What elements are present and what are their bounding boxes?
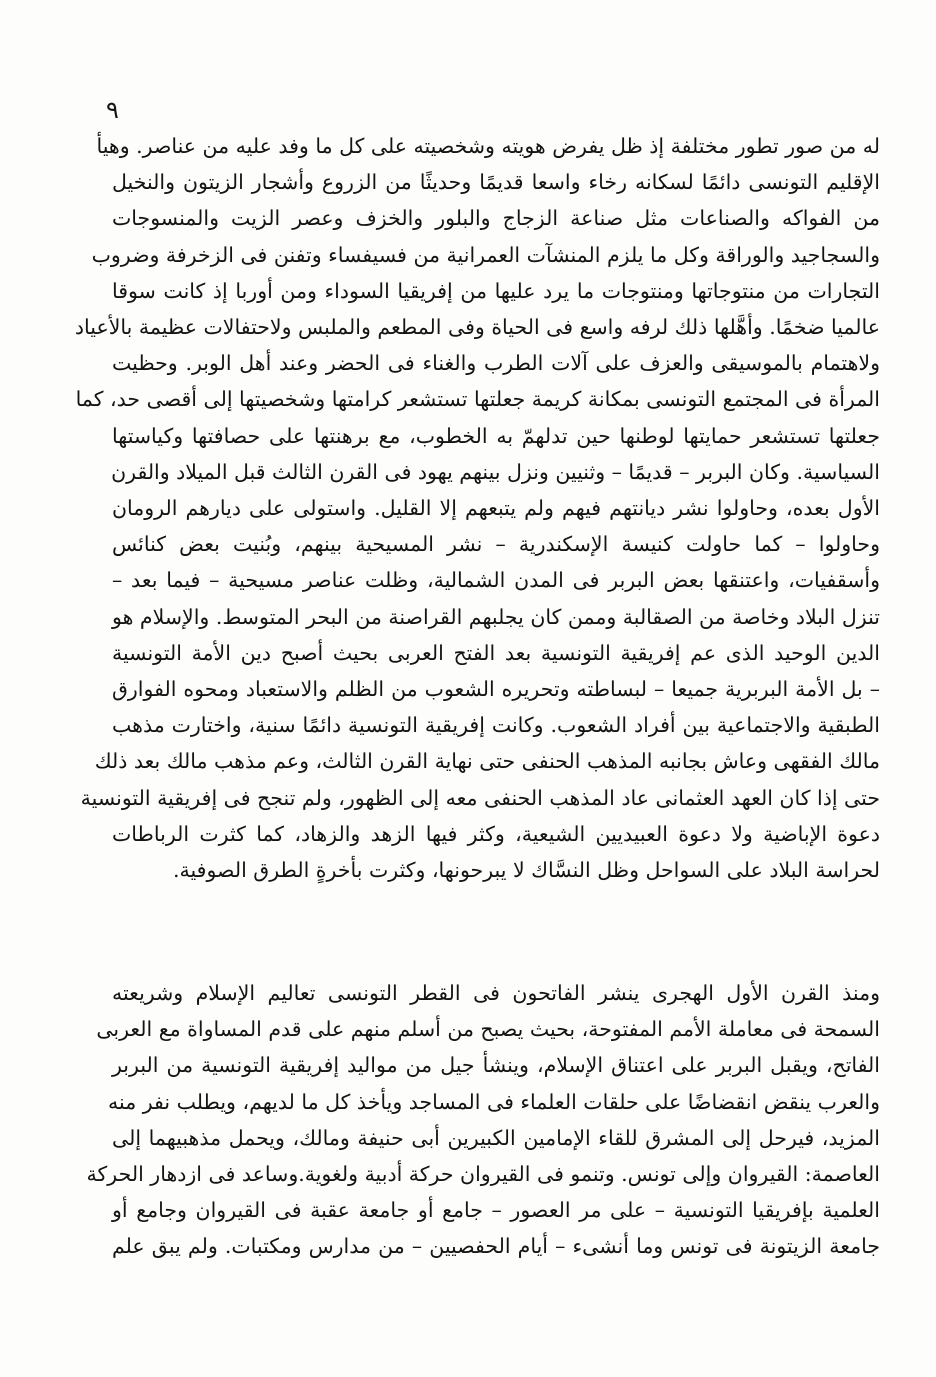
text-line: التجارات من منتوجاتها ومنتوجات ما يرد عليها من إفريقيا السوداء ومن أوربا إذ كانت سوقا [112,278,880,303]
text-line: الإقليم التونسى دائمًا لسكانه رخاء واسعا قديمًا وحديثًا من الزروع وأشجار الزيتون والنخيل [112,170,880,195]
text-line: الفاتح، ويقبل البربر على اعتناق الإسلام، وينشأ جيل من مواليد إفريقية التونسية من البربر [112,1053,880,1078]
text-line: السمحة فى معاملة الأمم المفتوحة، بحيث يصبح من أسلم منهم على قدم المساواة مع العربى [96,1017,880,1042]
page-number: ٩ [106,96,119,124]
text-line: والعرب ينقض انقضاضًا على حلقات العلماء فى المساجد ويأخذ كل ما لديهم، ويطلب نفر منه [108,1089,880,1114]
text-line: – بل الأمة البربرية جميعا – لبساطته وتحريره الشعوب من الظلم والاستعباد ومحوه الفوارق [112,677,880,702]
text-line: العلمية بإفريقيا التونسية – على مر العصور – جامع أو جامعة عقبة فى القيروان وجامع أو [112,1198,880,1223]
text-line: دعوة الإباضية ولا دعوة العبيديين الشيعية، وكثر فيها الزهد والزهاد، كما كثرت الرباطات [112,821,880,846]
text-line: حتى إذا كان العهد العثمانى عاد المذهب الحنفى معه إلى الظهور، ولم تنجح فى إفريقية التونسية [80,785,880,810]
text-line: جامعة الزيتونة فى تونس وما أنشىء – أيام الحفصيين – من مدارس ومكتبات. ولم يبق علم [112,1234,880,1259]
text-line: جعلتها تستشعر حمايتها لوطنها حين تدلهمّ به الخطوب، مع برهنتها على حصافتها وكياستها [112,423,880,448]
text-line: عالميا ضخمًا. وأهَّلها ذلك لرفه واسع فى الحياة وفى المطعم والملبس ولاحتفالات عظيمة بالأعياد [74,315,880,340]
text-line: وحاولوا – كما حاولت كنيسة الإسكندرية – نشر المسيحية بينهم، وبُنيت بعض كنائس [112,532,880,557]
text-line: المزيد، فيرحل إلى المشرق للقاء الإمامين الكبيرين أبى حنيفة ومالك، ويحمل مذهبيهما إلى [112,1125,880,1150]
text-line: المرأة فى المجتمع التونسى بمكانة كريمة جعلتها تستشعر كرامتها وشخصيتها إلى أقصى حد، كما [75,387,880,412]
text-line: من الفواكه والصناعات مثل صناعة الزجاج والبلور والخزف وعصر الزيت والمنسوجات [112,206,880,231]
text-line: ولاهتمام بالموسيقى والعزف على آلات الطرب والغناء فى الحضر وعند أهل الوبر. وحظيت [112,351,880,376]
text-line: مالك الفقهى وعاش بجانبه المذهب الحنفى حتى نهاية القرن الثالث، وعم مذهب مالك بعد ذلك [94,749,880,774]
text-line: الطبقية والاجتماعية بين أفراد الشعوب. وكانت إفريقية التونسية دائمًا سنية، واختارت مذهب [112,713,880,738]
text-line: والسجاجيد والوراقة وكل ما يلزم المنشآت العمرانية من فسيفساء وتفنن فى الزخرفة وضروب [91,242,880,267]
paragraph-1 [74,128,880,888]
text-line: له من صور تطور مختلفة إذ ظل يفرض هويته وشخصيته على كل ما وفد عليه من عناصر. وهيأ [96,134,880,158]
text-line: لحراسة البلاد على السواحل وظل النسَّاك لا يبرحونها، وكثرت بأخرةٍ الطرق الصوفية. [172,858,880,883]
paragraph-2 [86,975,880,1265]
text-line: وأسقفيات، واعتنقها بعض البربر فى المدن الشمالية، وظلت عناصر مسيحية – فيما بعد – [112,568,880,593]
text-line: الدين الوحيد الذى عم إفريقية التونسية بعد الفتح العربى بحيث أصبح دين الأمة التونسية [112,640,880,665]
text-line: العاصمة: القيروان وإلى تونس. وتنمو فى القيروان حركة أدبية ولغوية.وساعد فى ازدهار الحركة [86,1162,880,1187]
text-line: تنزل البلاد وخاصة من الصقالبة وممن كان يجلبهم القراصنة من البحر المتوسط. والإسلام هو [112,604,880,629]
text-line: السياسية. وكان البربر – قديمًا – وثنيين ونزل بينهم يهود فى القرن الثالث قبل الميلاد والقرن [111,459,880,484]
text-line: الأول بعده، وحاولوا نشر ديانتهم فيهم ولم يتبعهم إلا القليل. واستولى على ديارهم الرومان [112,496,880,521]
text-line: ومنذ القرن الأول الهجرى ينشر الفاتحون فى القطر التونسى تعاليم الإسلام وشريعته [112,981,880,1005]
